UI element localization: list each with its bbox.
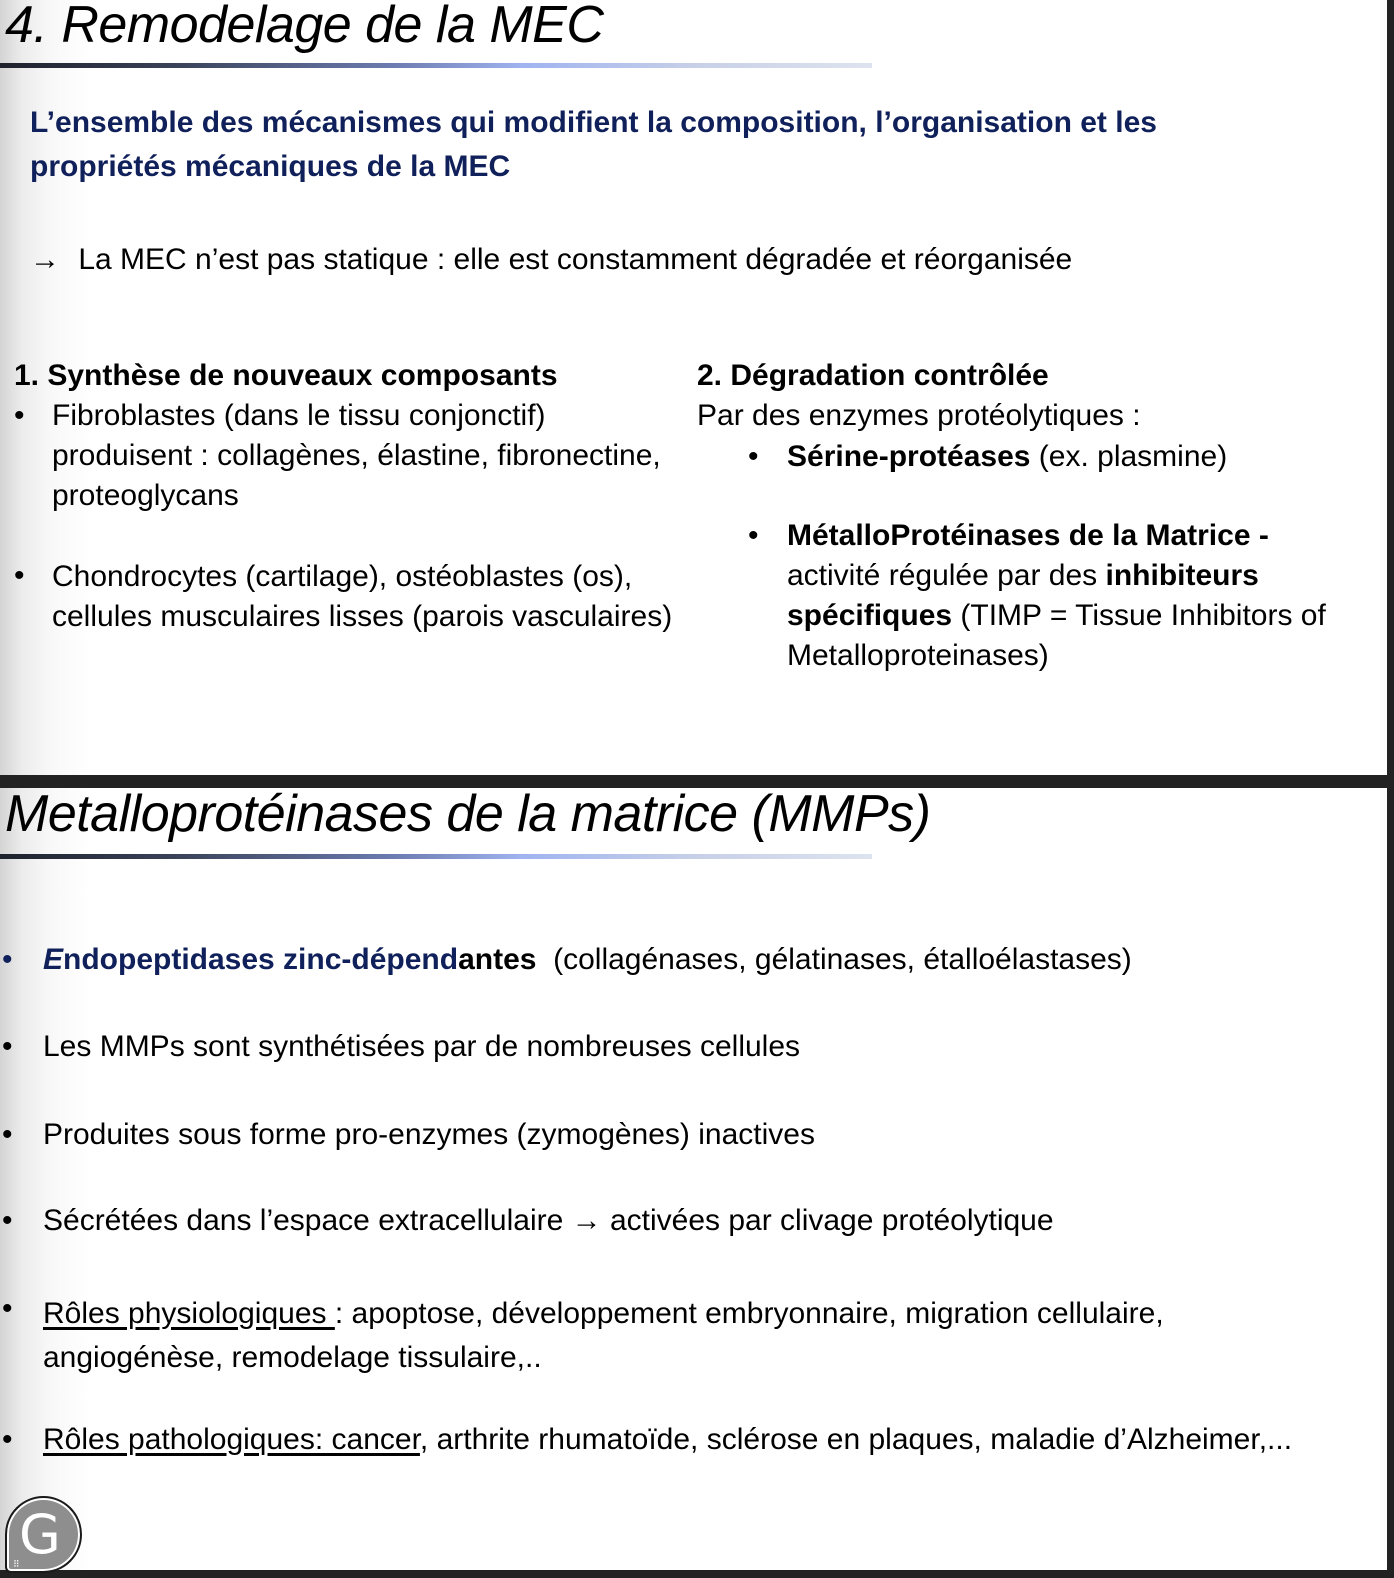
endopeptidases-term: ndopeptidases zinc-dépend — [63, 943, 459, 976]
bullet-icon: • — [14, 559, 25, 592]
left-bullet-2-line: cellules musculaires lisses (parois vasculaires) — [52, 600, 673, 633]
bullet-icon: • — [2, 1423, 13, 1456]
physiological-roles-label: Rôles physiologiques — [43, 1297, 335, 1330]
right-column-heading: 2. Dégradation contrôlée — [697, 359, 1049, 392]
pathological-roles-label: Rôles pathologiques: cancer — [43, 1423, 420, 1456]
activation-text: activées par clivage protéolytique — [601, 1204, 1054, 1237]
left-bullet-2-line: Chondrocytes (cartilage), ostéoblastes (os), — [52, 560, 633, 593]
slide-mmps — [0, 788, 1387, 1570]
mmp-item-physiological — [43, 1292, 1164, 1380]
slide-title: Metalloprotéinases de la matrice (MMPs) — [5, 788, 931, 843]
endopeptidases-examples: (collagénases, gélatinases, étalloélastases) — [536, 943, 1132, 976]
bullet-icon: • — [14, 399, 25, 432]
timp-definition: (TIMP = Tissue Inhibitors of — [952, 599, 1326, 632]
left-bullet-1-line: produisent : collagènes, élastine, fibronectine, — [52, 439, 661, 472]
grammarly-button[interactable] — [5, 1496, 82, 1573]
secretion-text: Sécrétées dans l’espace extracellulaire — [43, 1204, 572, 1237]
bullet-icon: • — [2, 1118, 13, 1151]
serine-proteases-term: Sérine-protéases — [787, 440, 1031, 473]
mmp-term: MétalloProtéinases de la Matrice - — [787, 519, 1269, 552]
slide-title: 4. Remodelage de la MEC — [5, 0, 604, 54]
specific-term: spécifiques — [787, 599, 953, 632]
physiological-line-2: angiogénèse, remodelage tissulaire,.. — [43, 1341, 542, 1374]
bullet-icon: • — [748, 440, 759, 473]
drag-grip-icon[interactable]: ⠿ — [13, 1559, 21, 1569]
right-column-intro: Par des enzymes protéolytiques : — [697, 399, 1141, 432]
definition-line-1: L’ensemble des mécanismes qui modifient la composition, l’organisation et les — [30, 106, 1157, 139]
mmp-item-pathological — [43, 1423, 1292, 1457]
inhibitors-term: inhibiteurs — [1105, 559, 1259, 592]
left-bullet-1-line: Fibroblastes (dans le tissu conjonctif) — [52, 399, 546, 432]
mmp-line-3 — [787, 596, 1326, 636]
bullet-icon: • — [2, 1292, 13, 1325]
mmp-item-proenzymes: Produites sous forme pro-enzymes (zymogènes) inactives — [43, 1118, 815, 1151]
bullet-icon: • — [748, 519, 759, 552]
grammarly-icon: G — [19, 1503, 61, 1566]
endopeptidases-term-end: antes — [458, 943, 537, 976]
bullet-icon: • — [2, 1030, 13, 1063]
bullet-icon: • — [2, 943, 13, 976]
slide-remodelage — [0, 0, 1387, 775]
physiological-roles-list: : apoptose, développement embryonnaire, migration cellulaire, — [334, 1297, 1164, 1330]
mmp-line-4: Metalloproteinases) — [787, 639, 1049, 672]
right-bullet-mmp — [787, 516, 1326, 676]
physiological-line-1 — [43, 1292, 1164, 1336]
title-underline — [0, 63, 872, 68]
serine-proteases-example: (ex. plasmine) — [1030, 440, 1228, 473]
bullet-icon: • — [2, 1204, 13, 1237]
mmp-line-2 — [787, 556, 1326, 596]
title-underline — [0, 854, 872, 859]
left-column-heading: 1. Synthèse de nouveaux composants — [14, 359, 558, 392]
arrow-statement — [30, 243, 1072, 277]
right-bullet-serine — [787, 440, 1227, 474]
pathological-roles-list: , arthrite rhumatoïde, sclérose en plaques, maladie d’Alzheimer,... — [419, 1423, 1293, 1456]
definition-line-2: propriétés mécaniques de la MEC — [30, 150, 511, 183]
arrow-right-icon: → — [571, 1204, 602, 1237]
mmp-item-synthesis: Les MMPs sont synthétisées par de nombreuses cellules — [43, 1030, 801, 1063]
mmp-item-endopeptidases — [43, 943, 1132, 977]
left-bullet-2-text — [52, 557, 672, 637]
arrow-right-icon: → — [30, 243, 60, 276]
mmp-line-2-text: activité régulée par des — [787, 559, 1106, 592]
left-bullet-1-line: proteoglycans — [52, 479, 239, 512]
italic-initial: E — [43, 943, 64, 976]
mmp-item-secretion — [43, 1204, 1054, 1238]
arrow-statement-text: La MEC n’est pas statique : elle est constamment dégradée et réorganisée — [78, 243, 1073, 276]
left-bullet-1-text — [52, 396, 661, 516]
